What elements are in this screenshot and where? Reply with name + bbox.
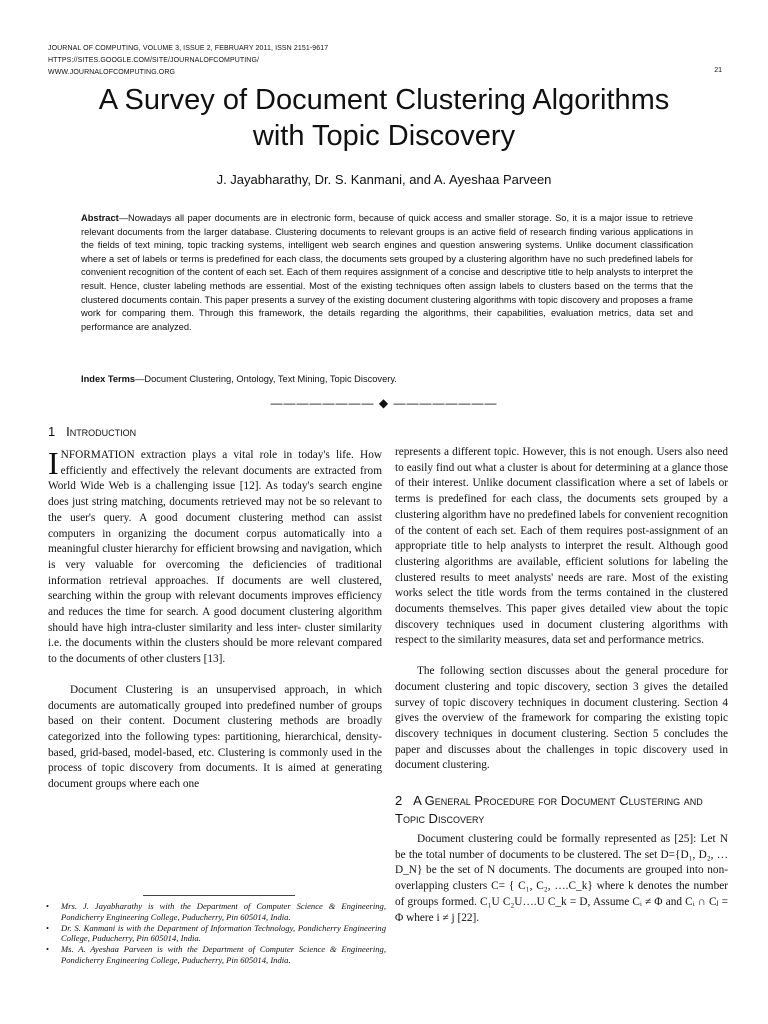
index-terms-text: —Document Clustering, Ontology, Text Mining, Topic Discovery. [135,374,397,384]
drop-cap: I [48,445,59,481]
right-column [395,445,728,926]
paper-title [40,82,728,154]
intro-paragraph-1 [48,445,382,668]
intro-text-1: extraction plays a vital role in today's life. How efficiently and effectively the relevant documents are extracted from World Wide Web is a challenging issue [12]. As today's search engine does just string matching, documents retrieved may not be so relevant to the user's query. A good document clustering method can assist computers in organizing the document corpus automatically into a meaningful cluster hierarchy for efficient browsing and navigation, which is very valuable for overcoming the deficiencies of traditional information retrieval approaches. If documents are well clustered, searching within the group with relevant documents improves efficiency and reduces the time for search. A good document clustering algorithm should have high intra-cluster similarity and less inter- cluster similarity i.e. the documents within the clusters should be more relevant compared to the documents of other clusters [13]. [48,449,382,666]
section-2-paragraph-1: Document clustering could be formally represented as [25]: Let N be the total number of documents to be clustered. The set D={D₁, D₂, …D_N} be the set of N documents. The documents are grouped into non-overlapping clusters C= { C₁, C₂, ….C_k} where k denotes the number of groups formed. C₁U C₂U….U C_k = D, Assume Cᵢ ≠ Φ and Cᵢ ∩ Cⱼ = Φ where i ≠ j [22]. [395,833,728,924]
journal-header [48,43,328,79]
header-line-1: JOURNAL OF COMPUTING, VOLUME 3, ISSUE 2, FEBRUARY 2011, ISSN 2151-9617 [48,45,329,52]
section-2-heading [395,792,728,828]
footnote-text: Ms. A. Ayeshaa Parveen is with the Department of Computer Science & Engineering, Pondicherry Engineering College, Puducherry, Pin 605014, India. [61,944,386,965]
section-2-title: A General Procedure for Document Clustering and Topic Discovery [395,793,703,827]
footnote-text: Mrs. J. Jayabharathy is with the Department of Computer Science & Engineering, Pondicherry Engineering College, Puducherry, Pin 605014, India. [61,901,386,922]
index-terms-label: Index Terms [81,374,136,384]
abstract-text: —Nowadays all paper documents are in electronic form, because of quick access and smaller storage. So, it is a major issue to retrieve relevant documents from the larger database. Clustering documents to relevant groups is an active field of research finding various applications in the fields of text mining, topic tracking systems, intelligent web search engines and question answering systems. Unlike document classification where a set of labels or terms is predefined for each class, the documents sets grouped by a clustering algorithm have no such predefined labels for convenient recognition of the content of each set. Each of them requires assignment of a concise and descriptive title to help analysts to interpret the result. Hence, cluster labeling methods are essential. Most of the existing techniques often assign labels to clusters based on the terms that the clustered documents contain. This paper presents a survey of the existing document clustering algorithms with topic discovery and proposes a frame work for comparing them. Through this framework, the details regarding the algorithms, their capabilities, evaluation metrics, data set and performance are analyzed. [81,213,693,332]
footnote-text: Dr. S. Kanmani is with the Department of Information Technology, Pondicherry Engineering College, Puducherry, Pin 605014, India. [61,922,386,944]
header-line-2: HTTPS://SITES.GOOGLE.COM/SITE/JOURNALOFCOMPUTING/ [48,57,260,64]
footnotes [46,901,386,966]
section-1-heading [48,423,382,441]
title-line-2: with Topic Discovery [252,120,516,152]
intro-paragraph-2-continued: represents a different topic. However, this is not enough. Users also need to easily find out what a cluster is about for determining at a glance those of their interest. Unlike document classification where a set of labels or terms is predefined for each class, the documents sets grouped by a clustering algorithm have no predefined labels for convenient recognition of the content of each set. Each of them requires post-assignment of an appropriate title to help analysts to interpret the result. Although good clustering algorithms are available, efficient solutions for labeling the clustered results to meet analysts' needs are rare. Most of the existing works select the title words from the terms contained in the clustered documents themselves. This paper gives detailed view about the topic discovery techniques used in document clustering algorithms with respect to the similarity measures, data set and performance metrics. [395,446,728,647]
intro-lead-word: NFORMATION [60,449,135,461]
intro-paragraph-2: Document Clustering is an unsupervised approach, in which documents are automatically grouped into predefined number of groups based on their content. Document clustering methods are broadly categorized into the following types: partitioning, hierarchical, density-based, grid-based, model-based, etc. Clustering is commonly used in the process of topic discovery from documents. It is aimed at generating document groups where each one [48,683,382,791]
header-line-3: WWW.JOURNALOFCOMPUTING.ORG [48,69,176,76]
footnote-bullet: • [46,944,50,955]
section-1-title: Introduction [66,424,137,439]
author-list: J. Jayabharathy, Dr. S. Kanmani, and A. Ayeshaa Parveen [216,172,552,187]
section-divider: ———————— ◆ ———————— [270,396,498,410]
footnote-item [46,923,386,945]
section-1-number: 1 [48,424,56,439]
footnote-bullet: • [46,901,50,911]
left-column [48,423,382,793]
footnote-bullet: • [46,922,50,933]
section-2-number: 2 [395,793,403,809]
abstract-label: Abstract [81,213,119,223]
index-terms [81,374,693,384]
page-number: 21 [714,67,722,74]
footnote-item [46,901,386,923]
title-line-1: A Survey of Document Clustering Algorithms [98,84,670,116]
footnote-item [46,944,386,966]
abstract [81,212,693,334]
intro-paragraph-3: The following section discusses about the general procedure for document clustering and topic discovery, section 3 gives the detailed survey of topic discovery techniques in document clustering. Section 4 gives the overview of the framework for comparing the existing topic discovery techniques in document clustering. Section 5 concludes the paper and discusses about the challenges in topic discovery used in document clustering. [395,665,728,772]
footnote-rule [143,895,295,896]
